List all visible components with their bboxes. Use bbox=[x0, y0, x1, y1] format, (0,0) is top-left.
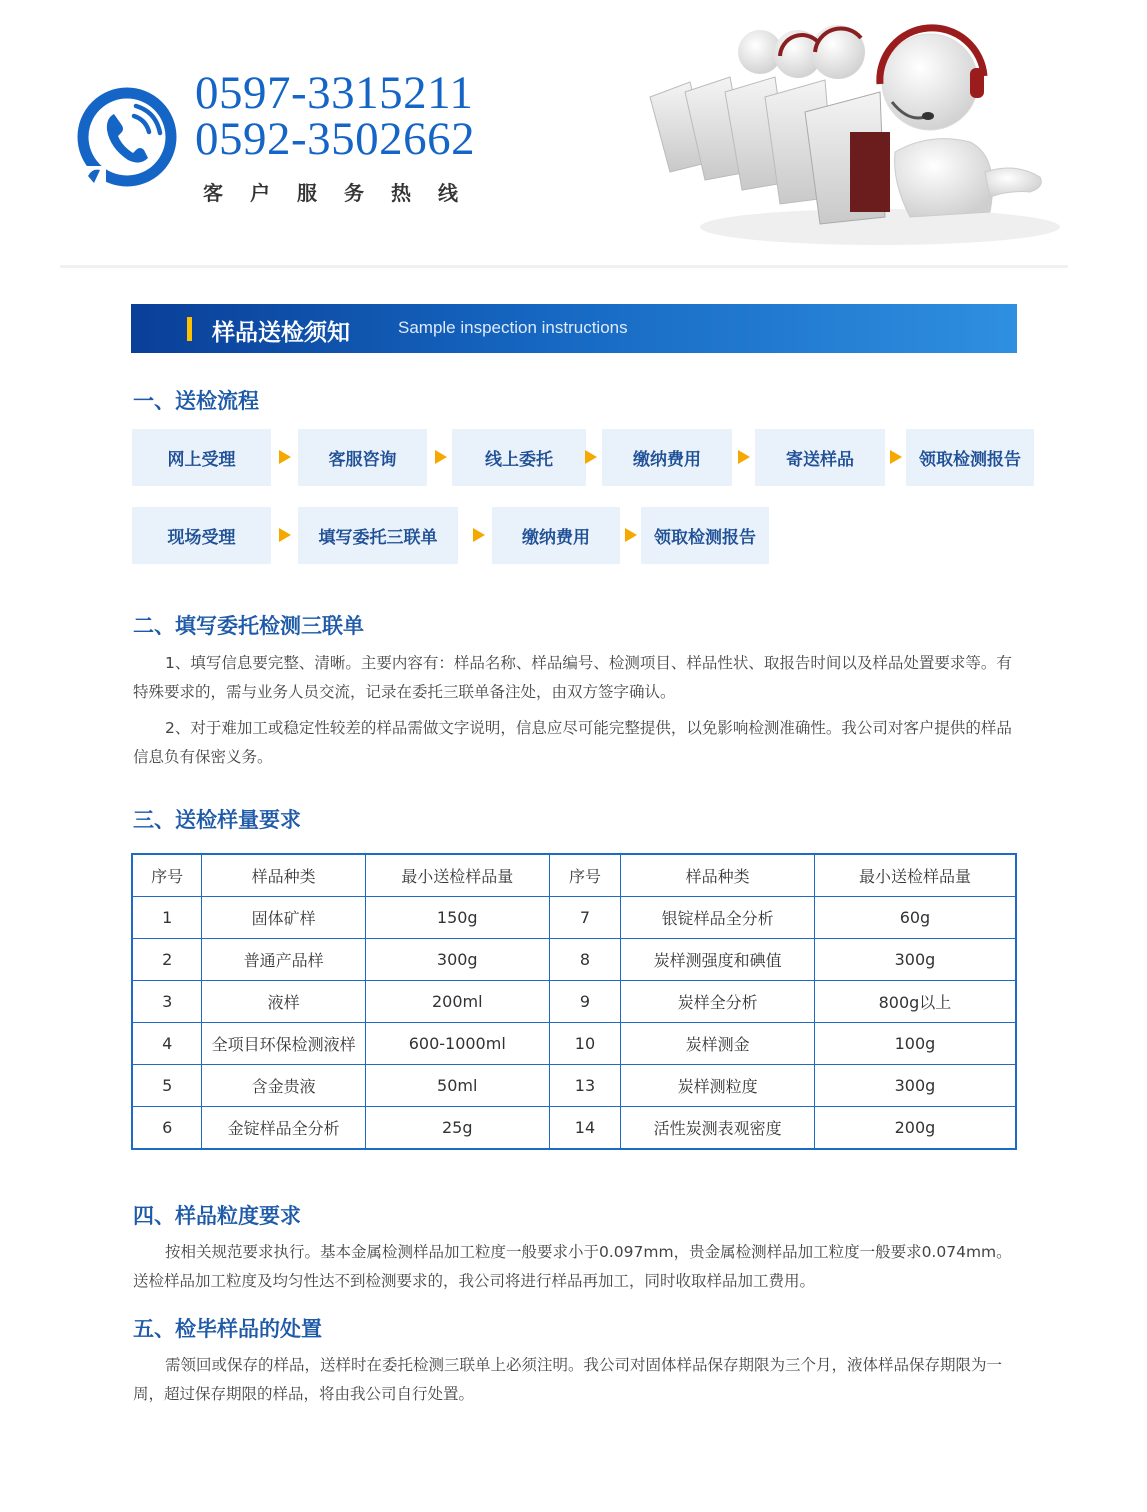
sample-amount-table bbox=[131, 853, 1017, 1150]
table-cell: 金锭样品全分析 bbox=[202, 1107, 366, 1150]
table-cell: 25g bbox=[365, 1107, 549, 1150]
table-row bbox=[132, 939, 1016, 981]
table-cell: 炭样测粒度 bbox=[621, 1065, 815, 1107]
table-cell: 含金贵液 bbox=[202, 1065, 366, 1107]
granularity-paragraph: 按相关规范要求执行。基本金属检测样品加工粒度一般要求小于0.097mm，贵金属检测样品加工粒度一般要求0.074mm。送检样品加工粒度及均匀性达不到检测要求的，我公司将进行样品再加工，同时收取样品加工费用。 bbox=[133, 1243, 1012, 1290]
table-cell: 300g bbox=[365, 939, 549, 981]
flow-step-onsite-accept: 现场受理 bbox=[132, 507, 271, 564]
table-cell: 10 bbox=[549, 1023, 621, 1065]
table-cell: 固体矿样 bbox=[202, 897, 366, 939]
table-cell: 6 bbox=[132, 1107, 202, 1150]
arrow-icon bbox=[279, 528, 291, 542]
table-cell: 8 bbox=[549, 939, 621, 981]
table-cell: 300g bbox=[814, 939, 1016, 981]
banner-subtitle: Sample inspection instructions bbox=[398, 318, 628, 337]
table-cell: 14 bbox=[549, 1107, 621, 1150]
table-row bbox=[132, 981, 1016, 1023]
hotline-label: 客户服务热线 bbox=[203, 181, 485, 205]
table-cell: 银锭样品全分析 bbox=[621, 897, 815, 939]
table-row bbox=[132, 1023, 1016, 1065]
flow-step-online-entrust: 线上委托 bbox=[452, 429, 586, 486]
table-cell: 4 bbox=[132, 1023, 202, 1065]
section-title-form: 二、填写委托检测三联单 bbox=[133, 614, 364, 638]
table-header-row bbox=[132, 854, 1016, 897]
table-header-cell: 样品种类 bbox=[202, 854, 366, 897]
arrow-icon bbox=[585, 450, 597, 464]
table-row bbox=[132, 1107, 1016, 1150]
table-cell: 炭样测金 bbox=[621, 1023, 815, 1065]
table-header-cell: 最小送检样品量 bbox=[814, 854, 1016, 897]
flow-step-onsite-pay: 缴纳费用 bbox=[492, 507, 620, 564]
table-cell: 1 bbox=[132, 897, 202, 939]
section-title-disposal: 五、检毕样品的处置 bbox=[133, 1317, 322, 1341]
table-row bbox=[132, 897, 1016, 939]
phone-icon bbox=[76, 86, 178, 188]
section-title-granularity: 四、样品粒度要求 bbox=[133, 1204, 301, 1228]
table-cell: 200g bbox=[814, 1107, 1016, 1150]
table-cell: 100g bbox=[814, 1023, 1016, 1065]
arrow-icon bbox=[473, 528, 485, 542]
flow-step-get-report: 领取检测报告 bbox=[906, 429, 1034, 486]
table-cell: 600-1000ml bbox=[365, 1023, 549, 1065]
disposal-paragraph: 需领回或保存的样品，送样时在委托检测三联单上必须注明。我公司对固体样品保存期限为三个月，液体样品保存期限为一周，超过保存期限的样品，将由我公司自行处置。 bbox=[133, 1356, 1003, 1403]
table-cell: 5 bbox=[132, 1065, 202, 1107]
table-cell: 200ml bbox=[365, 981, 549, 1023]
phone-number-1[interactable]: 0597-3315211 bbox=[195, 67, 474, 119]
header-divider bbox=[60, 265, 1068, 268]
phone-number-2[interactable]: 0592-3502662 bbox=[195, 113, 476, 165]
flow-step-onsite-report: 领取检测报告 bbox=[641, 507, 769, 564]
arrow-icon bbox=[279, 450, 291, 464]
section-title-process: 一、送检流程 bbox=[133, 389, 259, 413]
table-cell: 炭样测强度和碘值 bbox=[621, 939, 815, 981]
table-cell: 活性炭测表观密度 bbox=[621, 1107, 815, 1150]
flow-step-fill-form: 填写委托三联单 bbox=[298, 507, 458, 564]
customer-service-agents-illustration bbox=[630, 12, 1060, 252]
table-cell: 300g bbox=[814, 1065, 1016, 1107]
banner-title: 样品送检须知 bbox=[212, 320, 350, 346]
table-cell: 800g以上 bbox=[814, 981, 1016, 1023]
arrow-icon bbox=[435, 450, 447, 464]
section-title-sample-amount: 三、送检样量要求 bbox=[133, 808, 301, 832]
form-paragraph-2: 2、对于难加工或稳定性较差的样品需做文字说明，信息应尽可能完整提供，以免影响检测准确性。我公司对客户提供的样品信息负有保密义务。 bbox=[133, 719, 1012, 766]
table-header-cell: 最小送检样品量 bbox=[365, 854, 549, 897]
table-cell: 7 bbox=[549, 897, 621, 939]
arrow-icon bbox=[890, 450, 902, 464]
flow-step-mail-sample: 寄送样品 bbox=[755, 429, 885, 486]
table-row bbox=[132, 1065, 1016, 1107]
table-cell: 9 bbox=[549, 981, 621, 1023]
flow-step-consult: 客服咨询 bbox=[298, 429, 427, 486]
table-cell: 普通产品样 bbox=[202, 939, 366, 981]
table-header-cell: 样品种类 bbox=[621, 854, 815, 897]
table-cell: 炭样全分析 bbox=[621, 981, 815, 1023]
table-cell: 3 bbox=[132, 981, 202, 1023]
table-header-cell: 序号 bbox=[549, 854, 621, 897]
flow-step-pay: 缴纳费用 bbox=[602, 429, 732, 486]
flow-step-online-accept: 网上受理 bbox=[132, 429, 271, 486]
table-cell: 60g bbox=[814, 897, 1016, 939]
table-cell: 50ml bbox=[365, 1065, 549, 1107]
hotline-header bbox=[0, 0, 1147, 268]
section-banner bbox=[131, 304, 1017, 353]
table-cell: 全项目环保检测液样 bbox=[202, 1023, 366, 1065]
table-cell: 13 bbox=[549, 1065, 621, 1107]
arrow-icon bbox=[625, 528, 637, 542]
table-cell: 2 bbox=[132, 939, 202, 981]
table-cell: 液样 bbox=[202, 981, 366, 1023]
arrow-icon bbox=[738, 450, 750, 464]
table-cell: 150g bbox=[365, 897, 549, 939]
form-paragraph-1: 1、填写信息要完整、清晰。主要内容有：样品名称、样品编号、检测项目、样品性状、取报告时间以及样品处置要求等。有特殊要求的，需与业务人员交流，记录在委托三联单备注处，由双方签字确认。 bbox=[133, 654, 1012, 701]
banner-accent-bar bbox=[187, 317, 192, 341]
table-header-cell: 序号 bbox=[132, 854, 202, 897]
